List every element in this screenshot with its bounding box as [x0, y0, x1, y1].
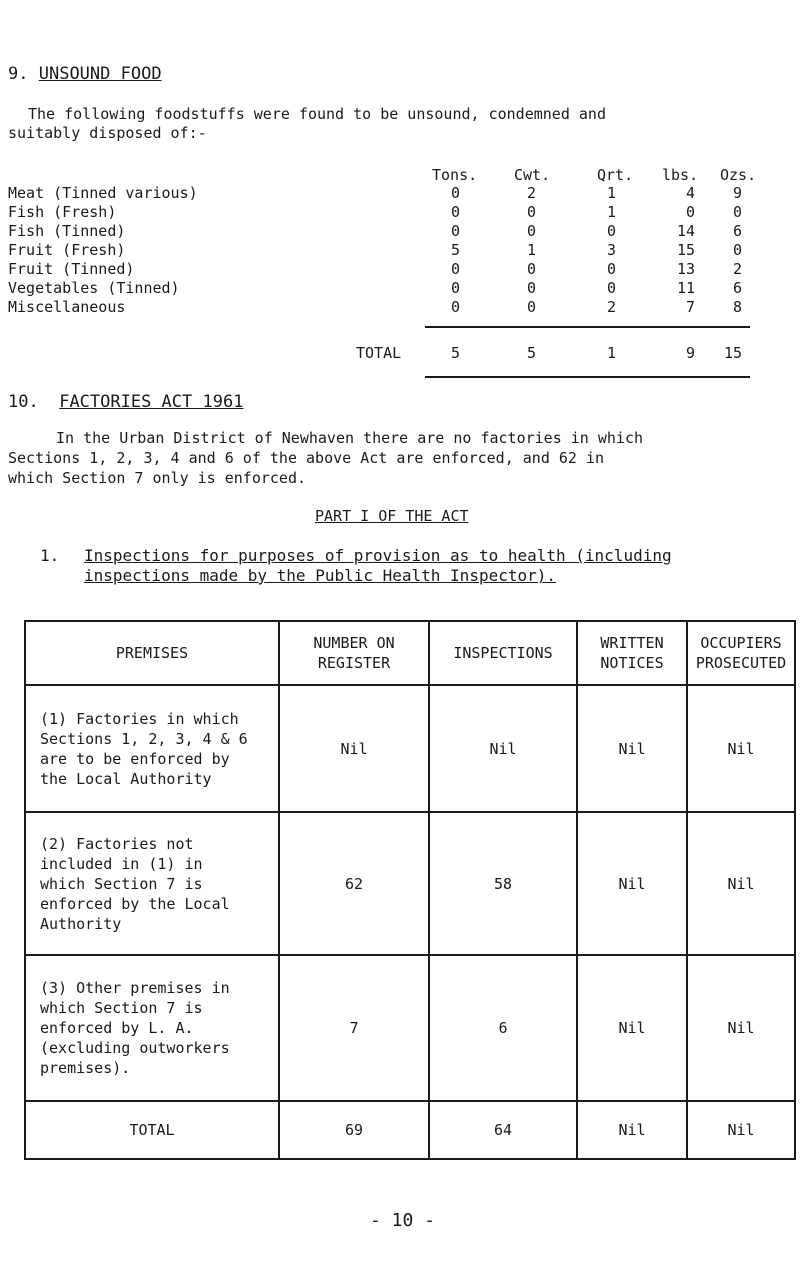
food-cwt-value: 1: [526, 241, 536, 259]
inspections-cell: 6: [429, 955, 577, 1101]
section-10-number: 10.: [8, 392, 39, 412]
section-9-intro-line-1: The following foodstuffs were found to be unsound, condemned and: [28, 105, 606, 123]
food-tons-value: 0: [450, 203, 460, 221]
premises-line: which Section 7 is: [40, 999, 203, 1017]
header-premises: [25, 621, 279, 685]
factories-row: [25, 685, 795, 812]
notices-cell: Nil: [577, 812, 687, 955]
food-tons-value: 0: [450, 222, 460, 240]
factories-total-inspections: 64: [429, 1101, 577, 1159]
premises-line: premises).: [40, 1059, 131, 1077]
inspections-cell: 58: [429, 812, 577, 955]
premises-cell: [25, 955, 279, 1101]
header-prosecuted-line-1: OCCUPIERS: [700, 634, 782, 652]
food-lbs-value: 4: [685, 184, 695, 202]
premises-line: (3) Other premises in: [40, 979, 230, 997]
factories-total-register: 69: [279, 1101, 429, 1159]
food-lbs-value: 13: [676, 260, 695, 278]
food-ozs-value: 0: [732, 203, 742, 221]
factories-total-prosecuted: Nil: [687, 1101, 795, 1159]
food-cwt-value: 0: [526, 203, 536, 221]
food-total-cwt: 5: [526, 344, 536, 362]
section-9-number: 9.: [8, 64, 29, 84]
food-total-ozs: 15: [723, 344, 742, 362]
food-cwt-value: 0: [526, 222, 536, 240]
header-register-line-1: NUMBER ON: [313, 634, 395, 652]
register-cell: 62: [279, 812, 429, 955]
food-cwt-value: 2: [526, 184, 536, 202]
page-number: - 10 -: [370, 1210, 436, 1231]
food-item-label: Fish (Tinned): [8, 222, 126, 240]
food-tons-value: 0: [450, 184, 460, 202]
factories-row: [25, 955, 795, 1101]
total-top-rule: [425, 326, 750, 328]
food-qrt-value: 1: [606, 184, 616, 202]
food-ozs-value: 0: [732, 241, 742, 259]
factories-row: [25, 812, 795, 955]
header-prosecuted-line-2: PROSECUTED: [695, 654, 787, 672]
food-item-label: Fish (Fresh): [8, 203, 117, 221]
register-cell: Nil: [279, 685, 429, 812]
food-ozs-value: 8: [732, 298, 742, 316]
food-qrt-value: 2: [606, 298, 616, 316]
food-tons-value: 0: [450, 279, 460, 297]
total-bottom-rule: [425, 376, 750, 378]
food-cwt-value: 0: [526, 279, 536, 297]
premises-line: (2) Factories not: [40, 834, 194, 853]
section-10-title: FACTORIES ACT 1961: [59, 392, 244, 412]
food-qrt-value: 1: [606, 203, 616, 221]
food-total-tons: 5: [450, 344, 460, 362]
section-9-intro-line-2: suitably disposed of:-: [8, 124, 207, 142]
food-total-label: TOTAL: [356, 344, 402, 362]
inspections-cell: Nil: [429, 685, 577, 812]
premises-cell: [25, 812, 279, 955]
food-tons-value: 5: [450, 241, 460, 259]
food-cwt-value: 0: [526, 260, 536, 278]
premises-line: Authority: [40, 914, 122, 933]
section-10-para-line-3: which Section 7 only is enforced.: [8, 469, 307, 487]
food-lbs-value: 14: [676, 222, 695, 240]
food-lbs-value: 7: [685, 298, 695, 316]
col-header-lbs: lbs.: [662, 166, 699, 184]
section-10-para-line-2: Sections 1, 2, 3, 4 and 6 of the above Act are enforced, and 62 in: [8, 449, 605, 467]
item-1-number: 1.: [40, 546, 60, 565]
food-tons-value: 0: [450, 260, 460, 278]
item-1-line-2: inspections made by the Public Health Inspector).: [84, 566, 557, 585]
food-tons-value: 0: [450, 298, 460, 316]
prosecuted-cell: Nil: [687, 955, 795, 1101]
col-header-ozs: Ozs.: [720, 166, 757, 184]
food-total-lbs: 9: [685, 344, 695, 362]
food-ozs-value: 2: [732, 260, 742, 278]
notices-cell: Nil: [577, 955, 687, 1101]
food-ozs-value: 6: [732, 222, 742, 240]
header-premises-label: PREMISES: [115, 644, 189, 662]
item-1-line-1: Inspections for purposes of provision as to health (including: [84, 546, 672, 565]
food-item-label: Meat (Tinned various): [8, 184, 198, 202]
header-notices-line-2: NOTICES: [600, 654, 664, 672]
food-item-label: Vegetables (Tinned): [8, 279, 180, 297]
section-10-heading: [8, 392, 243, 412]
food-qrt-value: 0: [606, 222, 616, 240]
food-item-label: Fruit (Fresh): [8, 241, 126, 259]
header-inspections-label: INSPECTIONS: [453, 644, 553, 662]
register-cell: 7: [279, 955, 429, 1101]
col-header-qrt: Qrt.: [597, 166, 634, 184]
premises-line: the Local Authority: [40, 769, 212, 788]
part-heading: PART I OF THE ACT: [315, 507, 469, 525]
factories-total-row: [25, 1101, 795, 1159]
factories-table: [24, 620, 796, 1160]
col-header-tons: Tons.: [432, 166, 478, 184]
prosecuted-cell: Nil: [687, 685, 795, 812]
premises-cell: [25, 685, 279, 812]
factories-header-row: [25, 621, 795, 685]
col-header-cwt: Cwt.: [514, 166, 551, 184]
food-lbs-value: 11: [676, 279, 695, 297]
prosecuted-cell: Nil: [687, 812, 795, 955]
factories-total-label: TOTAL: [25, 1101, 279, 1159]
premises-line: (1) Factories in which: [40, 709, 239, 728]
header-register-line-2: REGISTER: [317, 654, 391, 672]
header-prosecuted: [687, 621, 795, 685]
food-lbs-value: 15: [676, 241, 695, 259]
premises-line: enforced by L. A.: [40, 1019, 194, 1037]
food-lbs-value: 0: [685, 203, 695, 221]
header-register: [279, 621, 429, 685]
premises-line: included in (1) in: [40, 854, 203, 873]
premises-line: enforced by the Local: [40, 894, 230, 913]
food-cwt-value: 0: [526, 298, 536, 316]
header-notices-line-1: WRITTEN: [600, 634, 664, 652]
section-9-title: UNSOUND FOOD: [38, 64, 162, 84]
food-qrt-value: 0: [606, 279, 616, 297]
food-qrt-value: 3: [606, 241, 616, 259]
food-total-qrt: 1: [606, 344, 616, 362]
food-ozs-value: 9: [732, 184, 742, 202]
premises-line: which Section 7 is: [40, 874, 203, 893]
factories-total-notices: Nil: [577, 1101, 687, 1159]
header-inspections: [429, 621, 577, 685]
premises-line: (excluding outworkers: [40, 1039, 230, 1057]
section-10-para-line-1: In the Urban District of Newhaven there are no factories in which: [56, 429, 643, 447]
premises-line: Sections 1, 2, 3, 4 & 6: [40, 729, 248, 748]
header-notices: [577, 621, 687, 685]
notices-cell: Nil: [577, 685, 687, 812]
premises-line: are to be enforced by: [40, 749, 230, 768]
food-item-label: Miscellaneous: [8, 298, 126, 316]
food-ozs-value: 6: [732, 279, 742, 297]
food-item-label: Fruit (Tinned): [8, 260, 135, 278]
food-qrt-value: 0: [606, 260, 616, 278]
section-9-heading: [8, 64, 162, 84]
